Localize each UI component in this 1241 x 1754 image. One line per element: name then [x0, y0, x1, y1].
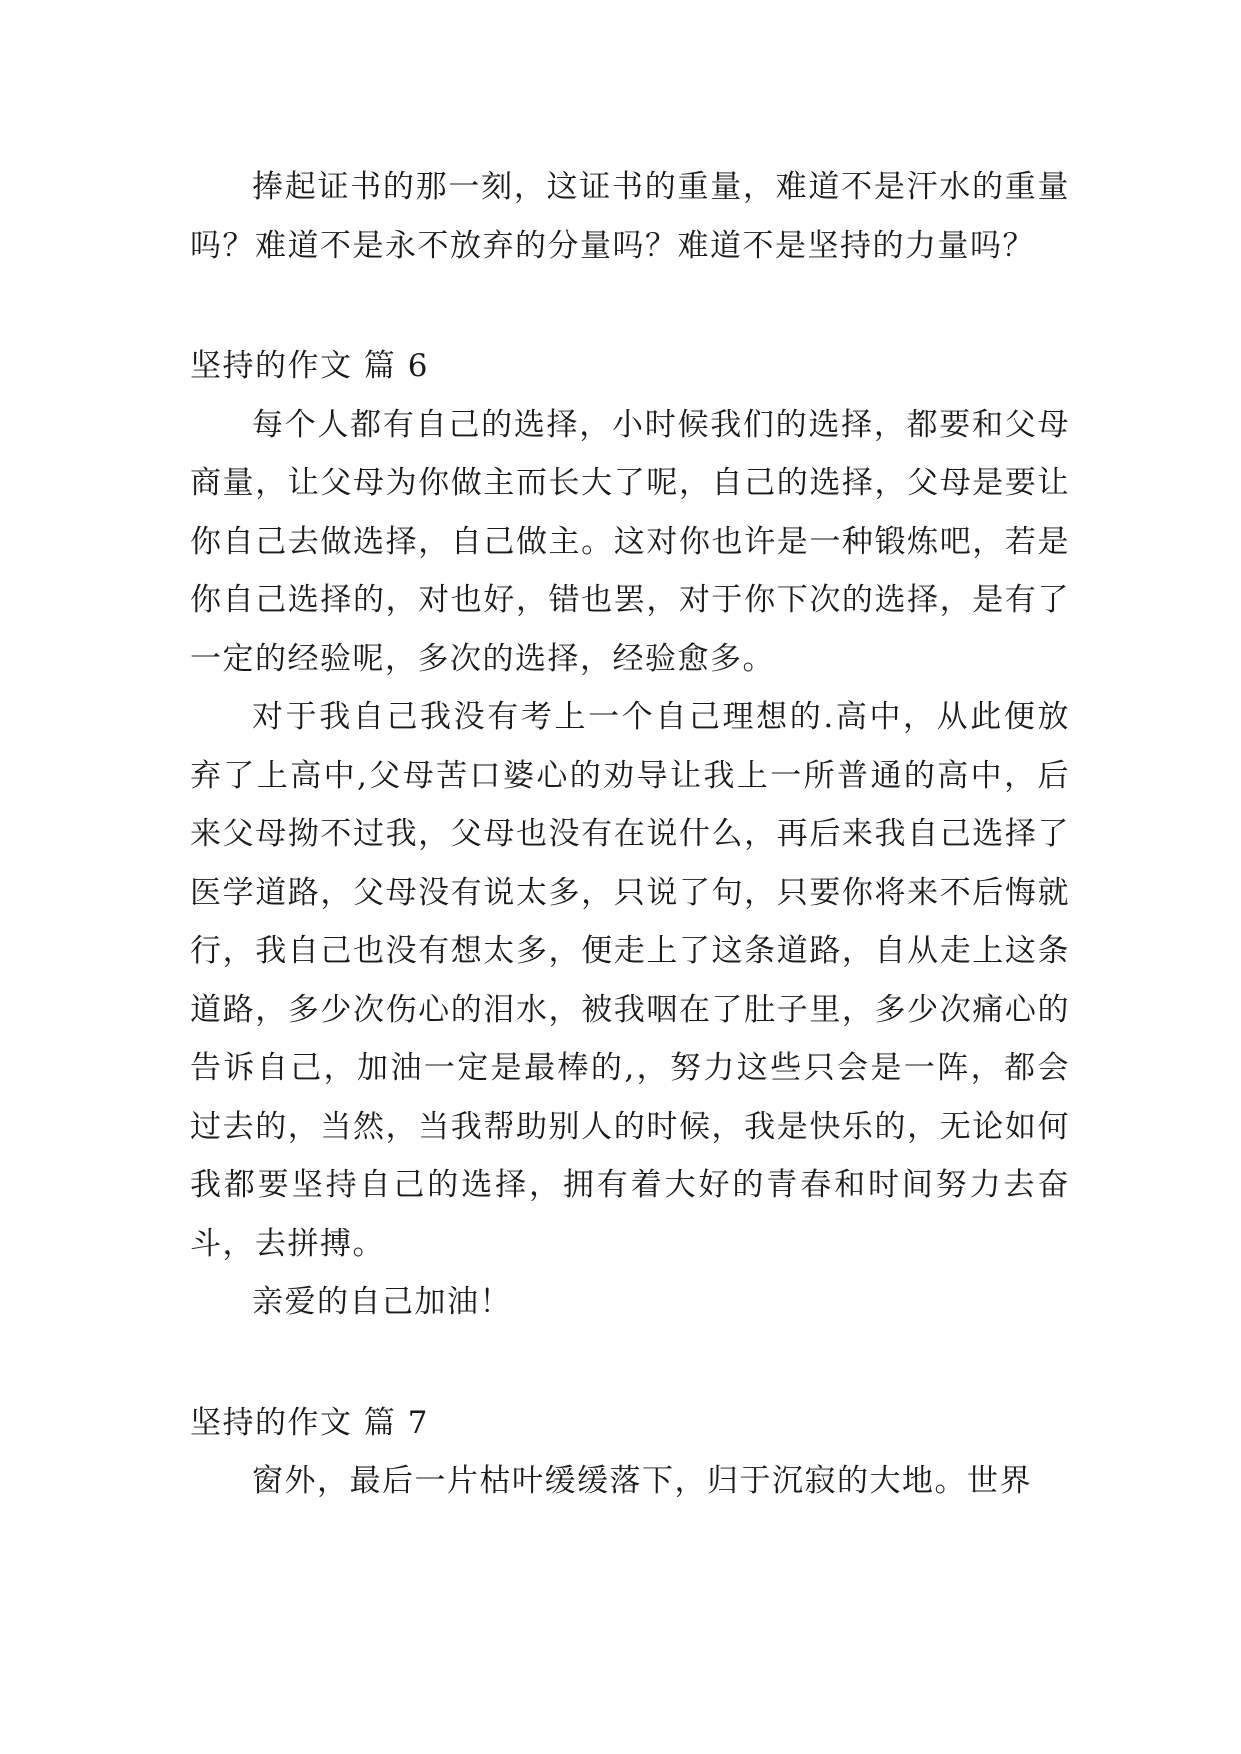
section-heading-6: 坚持的作文 篇 6	[190, 348, 429, 384]
section-heading-7: 坚持的作文 篇 7	[190, 1404, 429, 1441]
paragraph-window: 窗外，最后一片枯叶缓缓落下，归于沉寂的大地。世界	[252, 1463, 1032, 1499]
document-body	[190, 158, 1070, 1511]
paragraph-certificate: 捧起证书的那一刻，这证书的重量，难道不是汗水的重量吗？难道不是永不放弃的分量吗？难道不是坚持的力量吗？	[190, 169, 1070, 264]
paragraph-encouragement: 亲爱的自己加油！	[252, 1284, 512, 1320]
paragraph-choices: 每个人都有自己的选择，小时候我们的选择，都要和父母商量，让父母为你做主而长大了呢，自己的选择，父母是要让你自己去做选择，自己做主。这对你也许是一种锻炼吧，若是你自己选择的，对也好，错也罢，对于你下次的选择，是有了一定的经验呢，多次的选择，经验愈多。	[190, 406, 1070, 677]
paragraph-medical-path: 对于我自己我没有考上一个自己理想的.高中，从此便放弃了上高中,父母苦口婆心的劝导让我上一所普通的高中，后来父母拗不过我，父母也没有在说什么，再后来我自己选择了医学道路，父母没有说太多，只说了句，只要你将来不后悔就行，我自己也没有想太多，便走上了这条道路，自从走上这条道路，多少次伤心的泪水，被我咽在了肚子里，多少次痛心的告诉自己，加油一定是最棒的,，努力这些只会是一阵，都会过去的，当然，当我帮助别人的时候，我是快乐的，无论如何我都要坚持自己的选择，拥有着大好的青春和时间努力去奋斗，去拼搏。	[190, 699, 1070, 1262]
